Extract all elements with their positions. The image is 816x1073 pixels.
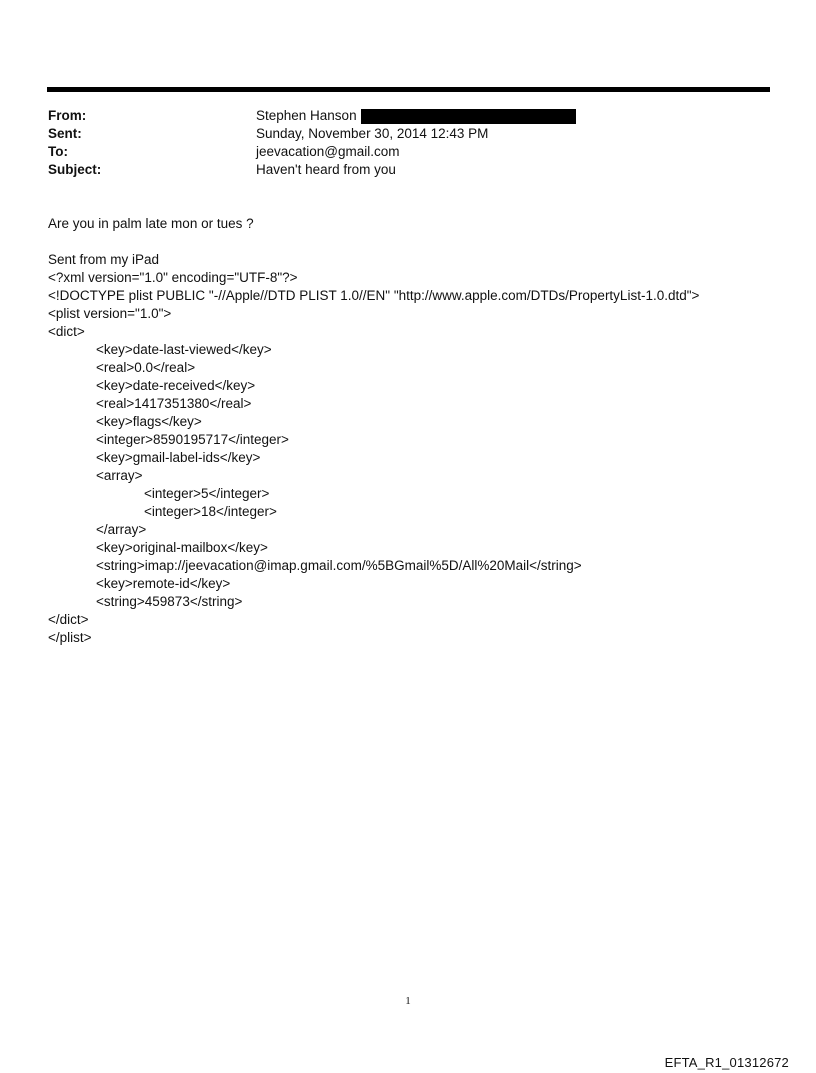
sender-name: Stephen Hanson: [256, 108, 357, 123]
plist-line: <key>date-last-viewed</key>: [96, 342, 272, 357]
plist-line: </plist>: [48, 630, 92, 645]
message-text: Are you in palm late mon or tues ?: [48, 216, 254, 231]
email-header: [48, 107, 748, 179]
plist-line: <key>gmail-label-ids</key>: [96, 450, 261, 465]
to-value: jeevacation@gmail.com: [256, 144, 400, 159]
plist-line: <key>date-received</key>: [96, 378, 256, 393]
sent-label: Sent:: [48, 126, 82, 141]
plist-line: <key>original-mailbox</key>: [96, 540, 268, 555]
plist-line: <dict>: [48, 324, 85, 339]
plist-line: <integer>8590195717</integer>: [96, 432, 289, 447]
sent-value: Sunday, November 30, 2014 12:43 PM: [256, 126, 489, 141]
sent-row: [48, 125, 748, 143]
redaction-block: [361, 109, 576, 124]
header-divider: [47, 87, 770, 92]
plist-line: <integer>18</integer>: [144, 504, 277, 519]
document-id: EFTA_R1_01312672: [664, 1055, 789, 1070]
plist-line: <plist version="1.0">: [48, 306, 172, 321]
plist-line: <integer>5</integer>: [144, 486, 270, 501]
plist-line: <key>flags</key>: [96, 414, 202, 429]
plist-line: <real>1417351380</real>: [96, 396, 252, 411]
email-body: [48, 215, 788, 647]
plist-line: <string>imap://jeevacation@imap.gmail.com/%5BGmail%5D/All%20Mail</string>: [96, 558, 582, 573]
subject-label: Subject:: [48, 162, 102, 177]
to-row: [48, 143, 748, 161]
plist-line: <!DOCTYPE plist PUBLIC "-//Apple//DTD PLIST 1.0//EN" "http://www.apple.com/DTDs/PropertyList-1.0.dtd">: [48, 288, 700, 303]
plist-line: <?xml version="1.0" encoding="UTF-8"?>: [48, 270, 298, 285]
signature-text: Sent from my iPad: [48, 252, 160, 267]
from-label: From:: [48, 108, 87, 123]
subject-value: Haven't heard from you: [256, 162, 396, 177]
plist-line: <key>remote-id</key>: [96, 576, 231, 591]
from-row: [48, 107, 748, 125]
plist-line: <string>459873</string>: [96, 594, 243, 609]
plist-line: <array>: [96, 468, 143, 483]
plist-line: </dict>: [48, 612, 89, 627]
plist-line: <real>0.0</real>: [96, 360, 196, 375]
from-value: [256, 107, 576, 125]
subject-row: [48, 161, 748, 179]
page-number: 1: [405, 995, 411, 1007]
to-label: To:: [48, 144, 68, 159]
plist-line: </array>: [96, 522, 147, 537]
spacer: [48, 233, 788, 251]
